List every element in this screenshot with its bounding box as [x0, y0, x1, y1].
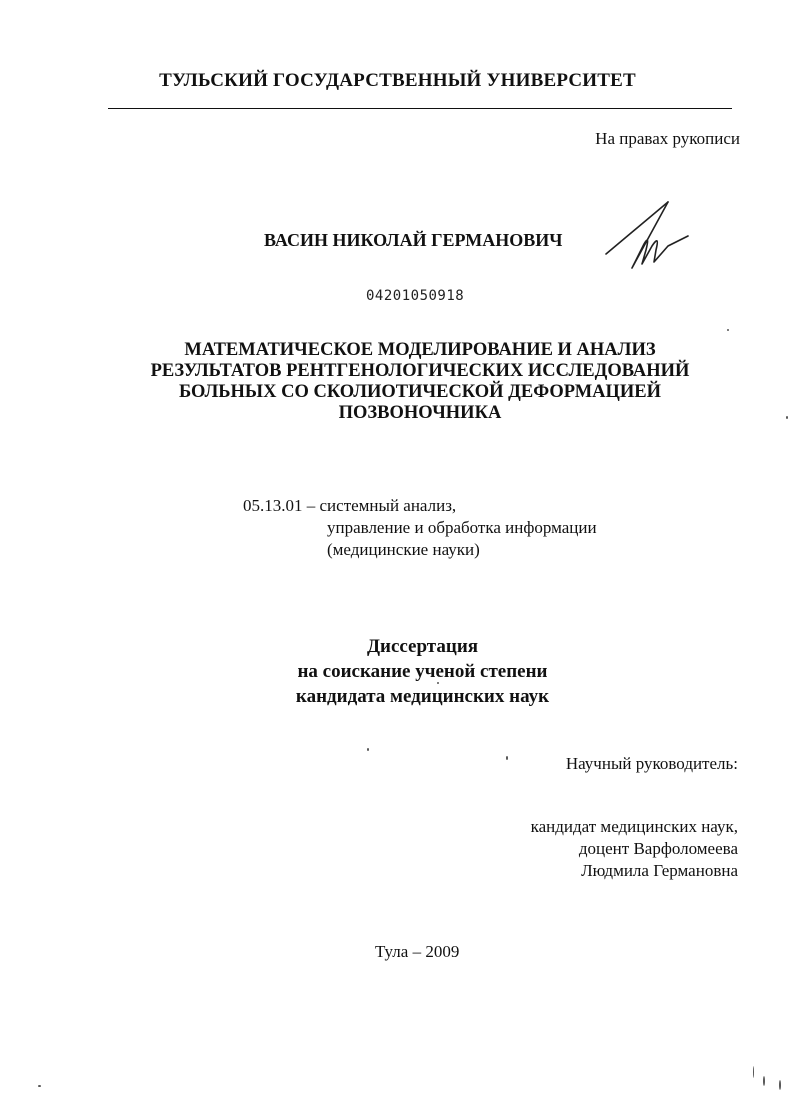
- specialty-line-2: управление и обработка информации: [327, 518, 597, 537]
- degree-line-2: на соискание ученой степени: [297, 661, 548, 682]
- specialty-line-3: (медицинские науки): [327, 540, 480, 559]
- supervisor-name: Людмила Германовна: [581, 861, 738, 880]
- rights-note: На правах рукописи: [595, 129, 740, 148]
- city-year: Тула – 2009: [375, 942, 460, 961]
- supervisor-label: Научный руководитель:: [565, 754, 738, 773]
- supervisor-title: доцент Варфоломеева: [578, 839, 738, 858]
- title-line-3: БОЛЬНЫХ СО СКОЛИОТИЧЕСКОЙ ДЕФОРМАЦИЕЙ: [178, 382, 662, 402]
- scan-speck: [437, 682, 439, 684]
- title-line-4: ПОЗВОНОЧНИКА: [338, 403, 502, 423]
- scan-speck: [786, 416, 788, 419]
- scan-speck: [763, 1076, 765, 1086]
- scan-speck: [506, 756, 508, 760]
- author-name: ВАСИН НИКОЛАЙ ГЕРМАНОВИЧ: [264, 230, 563, 250]
- scan-speck: [38, 1085, 41, 1087]
- degree-heading: Диссертация: [366, 636, 479, 657]
- scan-speck: [753, 1066, 754, 1078]
- university-name: ТУЛЬСКИЙ ГОСУДАРСТВЕННЫЙ УНИВЕРСИТЕТ: [159, 70, 636, 91]
- specialty-code: 05.13.01 – системный анализ,: [243, 496, 457, 515]
- scan-speck: [779, 1080, 781, 1090]
- thesis-title: [120, 340, 720, 424]
- header-divider: [108, 108, 732, 109]
- degree-line-3: кандидата медицинских наук: [295, 686, 550, 707]
- title-line-1: МАТЕМАТИЧЕСКОЕ МОДЕЛИРОВАНИЕ И АНАЛИЗ: [184, 340, 656, 360]
- signature-image: [604, 198, 694, 278]
- registration-stamp: 04201050918: [366, 288, 465, 304]
- scan-speck: [367, 748, 369, 751]
- title-line-2: РЕЗУЛЬТАТОВ РЕНТГЕНОЛОГИЧЕСКИХ ИССЛЕДОВАНИЙ: [150, 361, 690, 381]
- supervisor-degree: кандидат медицинских наук,: [530, 817, 738, 836]
- scan-speck: [727, 329, 729, 331]
